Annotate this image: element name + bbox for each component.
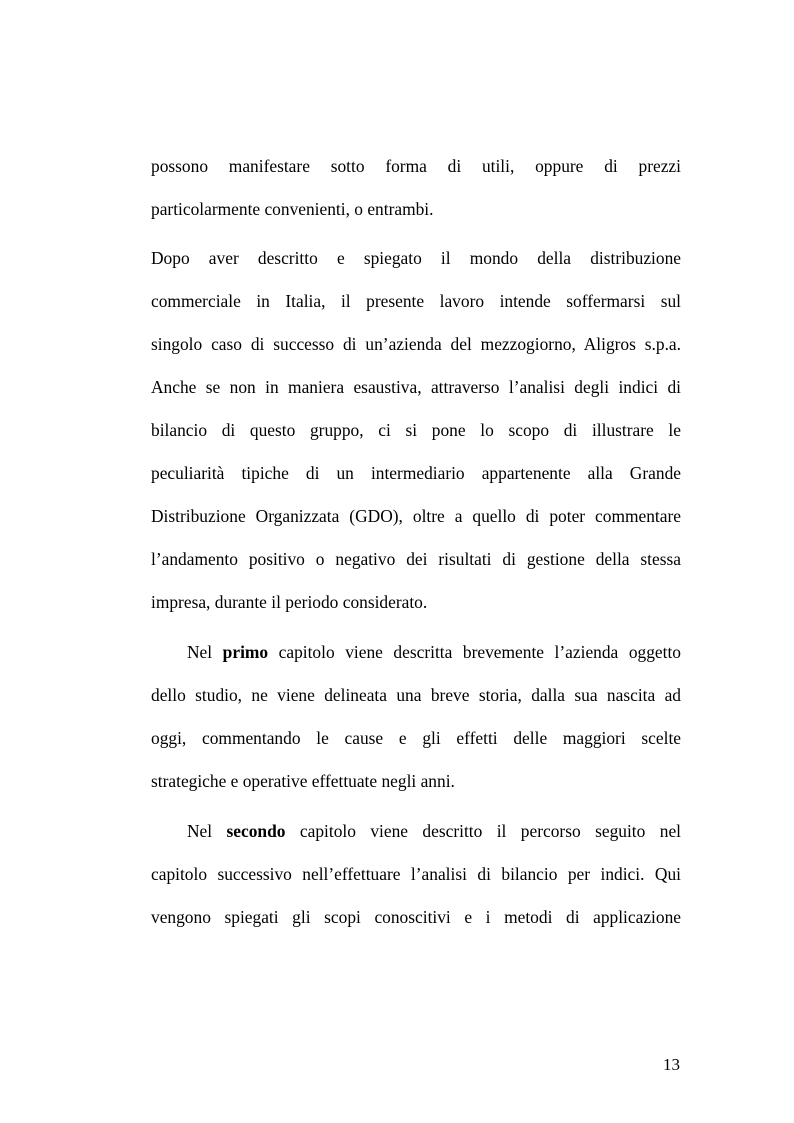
text-line: Dopo aver descritto e spiegato il mondo della distribuzione — [151, 248, 681, 268]
paragraph-1 — [151, 145, 681, 231]
text-line — [151, 631, 681, 674]
paragraph-2 — [151, 237, 681, 624]
text-line: capitolo successivo nell’effettuare l’analisi di bilancio per indici. Qui — [151, 864, 681, 884]
emphasis-primo: primo — [222, 642, 269, 662]
body-text — [151, 145, 681, 939]
text-run: Nel — [187, 821, 227, 841]
text-line: commerciale in Italia, il presente lavoro intende soffermarsi sul — [151, 291, 681, 311]
text-run: capitolo viene descritta brevemente l’azienda oggetto — [268, 642, 681, 662]
page-number: 13 — [663, 1055, 680, 1074]
text-line: l’andamento positivo o negativo dei risultati di gestione della stessa — [151, 549, 681, 569]
text-line: peculiarità tipiche di un intermediario appartenente alla Grande — [151, 463, 681, 483]
paragraph-3 — [151, 631, 681, 803]
text-line: possono manifestare sotto forma di utili, oppure di prezzi — [151, 156, 681, 176]
text-line: Distribuzione Organizzata (GDO), oltre a quello di poter commentare — [151, 506, 681, 526]
text-line: strategiche e operative effettuate negli anni. — [151, 771, 455, 791]
paragraph-4 — [151, 810, 681, 939]
text-line: impresa, durante il periodo considerato. — [151, 592, 428, 612]
text-line: particolarmente convenienti, o entrambi. — [151, 199, 434, 219]
text-line: dello studio, ne viene delineata una breve storia, dalla sua nascita ad — [151, 685, 681, 705]
text-line: bilancio di questo gruppo, ci si pone lo scopo di illustrare le — [151, 420, 681, 440]
text-line: oggi, commentando le cause e gli effetti delle maggiori scelte — [151, 728, 681, 748]
text-run: Nel — [187, 642, 223, 662]
text-run: capitolo viene descritto il percorso seguito nel — [285, 821, 681, 841]
text-line: singolo caso di successo di un’azienda del mezzogiorno, Aligros s.p.a. — [151, 334, 681, 354]
emphasis-secondo: secondo — [226, 821, 286, 841]
text-line: vengono spiegati gli scopi conoscitivi e i metodi di applicazione — [151, 907, 681, 927]
text-line: Anche se non in maniera esaustiva, attraverso l’analisi degli indici di — [151, 377, 681, 397]
text-line — [151, 810, 681, 853]
